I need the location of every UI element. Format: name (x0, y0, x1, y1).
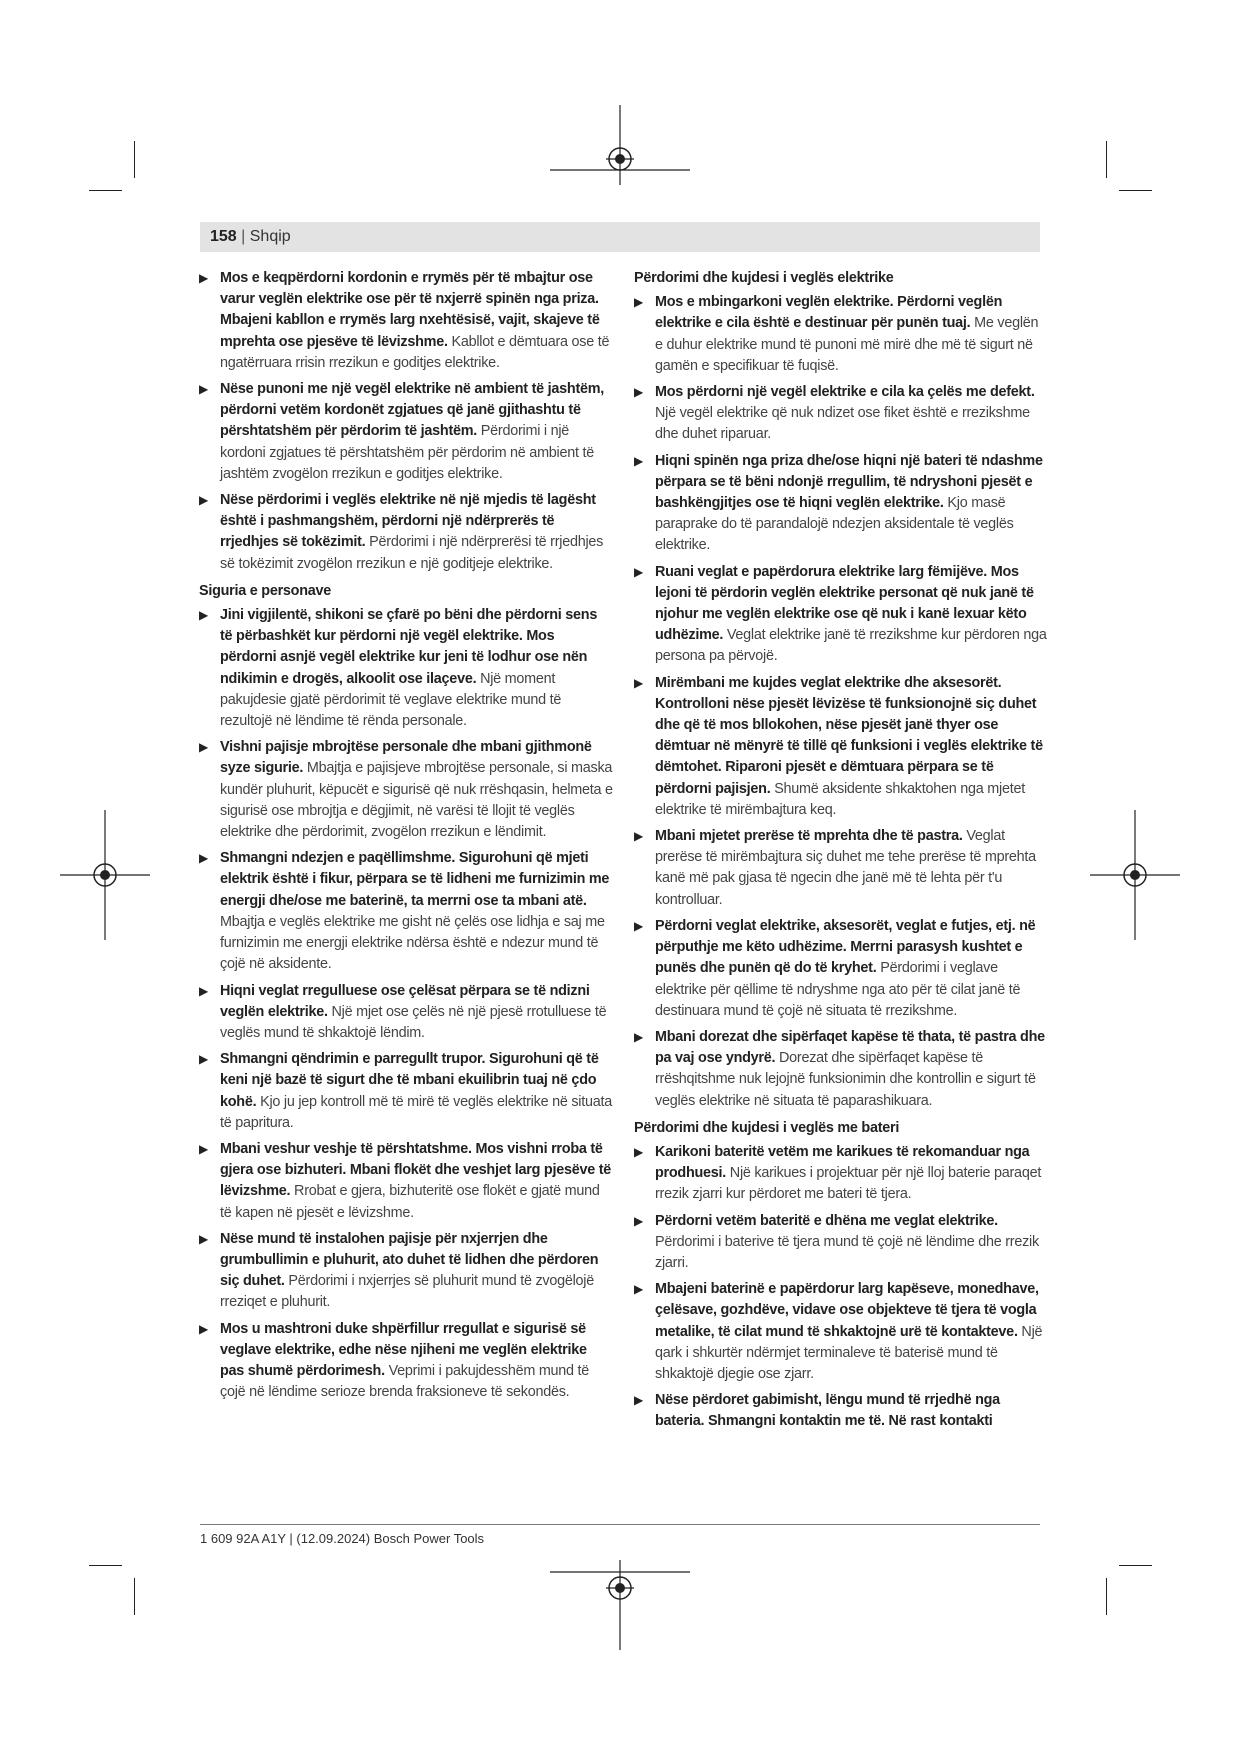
instruction-bold-text: Ruani veglat e papërdorura elektrike larg fëmijëve. Mos lejoni të përdorin veglën elektrike personat që nuk janë të njohur me veglën elektrike ose që nuk i kanë lexuar këto udhëzime. (655, 563, 1034, 644)
crop-mark (89, 1565, 122, 1566)
instruction-bold-text: Mbani dorezat dhe sipërfaqet kapëse të thata, të pastra dhe pa vaj ose yndyrë. (655, 1028, 1045, 1067)
triangle-bullet-icon: ▶ (199, 851, 208, 866)
registration-target-bottom (550, 1560, 690, 1650)
instruction-explanation-text: Me veglën e duhur elektrike mund të punoni më mirë dhe më të sigurt në gamën e specifikuar të fuqisë. (655, 315, 1039, 374)
right-items-b (634, 1142, 1048, 1433)
triangle-bullet-icon: ▶ (199, 740, 208, 755)
instruction-explanation-text: Një qark i shkurtër ndërmjet terminaleve të baterisë mund të shkaktojë djegie ose zjarr. (655, 1323, 1043, 1382)
crop-mark (134, 1578, 135, 1615)
safety-instruction-item (634, 451, 1048, 557)
instruction-explanation-text: Kjo ju jep kontroll më të mirë të veglës elektrike në situata të papritura. (220, 1093, 612, 1131)
instruction-explanation-text: Mbajtja e pajisjeve mbrojtëse personale, si maska kundër pluhurit, këpucët e sigurisë që nuk rrëshqasin, helmeta e sigurisë ose mbrojtja e dëgjimit, në varësi të llojit të veglës elektrike dhe përdorimit, zvogëlon rrezikun e lëndimit. (220, 760, 613, 841)
safety-instruction-item (634, 292, 1048, 377)
triangle-bullet-icon: ▶ (634, 1144, 643, 1159)
triangle-bullet-icon: ▶ (634, 295, 643, 310)
triangle-bullet-icon: ▶ (199, 493, 208, 508)
triangle-bullet-icon: ▶ (634, 453, 643, 468)
triangle-bullet-icon: ▶ (634, 385, 643, 400)
footer-text: 1 609 92A A1Y | (12.09.2024) Bosch Power Tools (200, 1531, 485, 1546)
triangle-bullet-icon: ▶ (634, 829, 643, 844)
safety-instruction-item (199, 1319, 613, 1404)
instruction-explanation-text: Përdorimi i baterive të tjera mund të çojë në lëndime dhe rrezik zjarri. (655, 1233, 1039, 1271)
instruction-bold-text: Mirëmbani me kujdes veglat elektrike dhe aksesorët. Kontrolloni nëse pjesët lëvizëse të funksionojnë siç duhet dhe që të mos bllokohen, nëse pjesët janë thyer ose dëmtuar në mënyrë të tillë që funksioni i veglës elektrike të dëmtohet. Riparoni pjesët e dëmtuara përpara se të përdorni pajisjen. (655, 674, 1043, 797)
triangle-bullet-icon: ▶ (199, 1231, 208, 1246)
section-title-power-tool-use: Përdorimi dhe kujdesi i veglës elektrike (634, 270, 894, 286)
triangle-bullet-icon: ▶ (199, 1321, 208, 1336)
triangle-bullet-icon: ▶ (634, 1393, 643, 1408)
triangle-bullet-icon: ▶ (634, 918, 643, 933)
triangle-bullet-icon: ▶ (199, 271, 208, 285)
instruction-bold-text: Përdorni vetëm bateritë e dhëna me veglat elektrike. (655, 1212, 998, 1229)
instruction-bold-text: Nëse përdoret gabimisht, lëngu mund të rrjedhë nga bateria. Shmangni kontaktin me të. Në rast kontakti (655, 1392, 1000, 1430)
triangle-bullet-icon: ▶ (199, 382, 208, 397)
safety-instruction-item (634, 562, 1048, 668)
instruction-explanation-text: Veprimi i pakujdesshëm mund të çojë në lëndime serioze brenda fraksioneve të sekondës. (220, 1362, 590, 1401)
triangle-bullet-icon: ▶ (634, 1282, 643, 1297)
instruction-bold-text: Shmangni ndezjen e paqëllimshme. Sigurohuni që mjeti elektrik është i fikur, përpara se të lidheni me furnizimin me energji dhe/ose me baterinë, ta merrni ose ta mbani atë. (220, 850, 610, 909)
instruction-bold-text: Nëse përdorimi i veglës elektrike në një mjedis të lagësht është i pashmangshëm, përdorni një ndërprerës të rrjedhjes së tokëzimit. (220, 492, 596, 551)
section-title-battery-tool-use: Përdorimi dhe kujdesi i veglës me bateri (634, 1119, 900, 1136)
triangle-bullet-icon: ▶ (199, 1141, 208, 1156)
instruction-bold-text: Vishni pajisje mbrojtëse personale dhe mbani gjithmonë syze sigurie. (220, 739, 592, 777)
safety-instruction-item (634, 1390, 1048, 1432)
instruction-bold-text: Shmangni qëndrimin e parregullt trupor. Sigurohuni që të keni një bazë të sigurt dhe të mbani ekuilibrin tuaj në çdo kohë. (220, 1051, 599, 1110)
safety-instruction-item (634, 916, 1048, 1022)
instruction-bold-text: Karikoni bateritë vetëm me karikues të rekomanduar nga prodhuesi. (655, 1143, 1030, 1182)
instruction-explanation-text: Veglat elektrike janë të rrezikshme kur përdoren nga persona pa përvojë. (655, 627, 1047, 665)
instruction-explanation-text: Përdorimi i një ndërprerësi të rrjedhjes së tokëzimit zvogëlon rrezikun e një goditjeje elektrike. (220, 534, 604, 572)
left-column (199, 268, 613, 1408)
instruction-bold-text: Mos përdorni një vegël elektrike e cila ka çelës me defekt. (655, 384, 1035, 401)
instruction-explanation-text: Kabllot e dëmtuara ose të ngatërruara rrisin rrezikun e goditjes elektrike. (220, 333, 610, 371)
triangle-bullet-icon: ▶ (634, 1213, 643, 1228)
left-items-a (199, 268, 613, 575)
instruction-bold-text: Mos u mashtroni duke shpërfillur rregullat e sigurisë së veglave elektrike, edhe nëse njiheni me veglën elektrike pas shumë përdorimesh. (220, 1320, 587, 1379)
safety-instruction-item (634, 382, 1048, 446)
section-title-personal-safety: Siguria e personave (199, 582, 332, 599)
safety-instruction-item (634, 1211, 1048, 1275)
safety-instruction-item (199, 848, 613, 975)
safety-instruction-item (199, 1049, 613, 1134)
instruction-bold-text: Jini vigjilentë, shikoni se çfarë po bëni dhe përdorni sens të përbashkët kur përdorni një vegël elektrike. Mos përdorni asnjë vegël elektrike kur jeni të lodhur ose nën ndikimin e drogës, alkoolit ose ilaçeve. (220, 607, 598, 687)
safety-instruction-item (199, 605, 613, 732)
registration-target-right (1090, 810, 1180, 940)
instruction-explanation-text: Veglat prerëse të mirëmbajtura siç duhet me tehe prerëse të mprehta kanë më pak gjasa të ngecin dhe janë më të lehta për t'u kontrolluar. (655, 828, 1036, 908)
triangle-bullet-icon: ▶ (199, 1052, 208, 1067)
registration-target-top (550, 105, 690, 205)
crop-mark (1106, 141, 1107, 178)
header-language: Shqip (249, 228, 291, 245)
safety-instruction-item (634, 1279, 1048, 1385)
instruction-bold-text: Mbajeni baterinë e papërdorur larg kapëseve, monedhave, çelësave, gozhdëve, vidave ose objekteve të tjera të vogla metalike, të cilat mund të shkaktojnë urë të kontakteve. (655, 1281, 1039, 1340)
left-items-b (199, 605, 613, 1403)
instruction-bold-text: Mos e mbingarkoni veglën elektrike. Përdorni veglën elektrike e cila është e destinuar për punën tuaj. (655, 294, 1003, 332)
instruction-bold-text: Nëse mund të instalohen pajisje për nxjerrjen dhe grumbullimin e pluhurit, ato duhet të lidhen dhe përdoren siç duhet. (220, 1230, 599, 1290)
crop-mark (1119, 1565, 1152, 1566)
instruction-explanation-text: Një karikues i projektuar për një lloj baterie paraqet rrezik zjarri kur përdoret me bateri të tjera. (655, 1165, 1042, 1203)
triangle-bullet-icon: ▶ (634, 675, 643, 690)
crop-mark (1106, 1578, 1107, 1615)
safety-instruction-item (199, 490, 613, 575)
header-bar (200, 222, 1040, 252)
right-items-a (634, 292, 1048, 1112)
crop-mark (134, 141, 135, 178)
instruction-bold-text: Mbani mjetet prerëse të mprehta dhe të pastra. (655, 828, 963, 845)
instruction-explanation-text: Përdorimi i veglave elektrike për qëllime të ndryshme nga ato për të cilat janë të destinuara mund të çojë në situata të rrezikshme. (655, 960, 1021, 1019)
crop-mark (89, 190, 122, 191)
right-column (634, 268, 1048, 1438)
instruction-explanation-text: Një moment pakujdesie gjatë përdorimit të veglave elektrike mund të rezultojë në lëndime të rënda personale. (220, 670, 562, 730)
instruction-bold-text: Hiqni veglat rregulluese ose çelësat përpara se të ndizni veglën elektrike. (220, 982, 590, 1020)
instruction-explanation-text: Përdorimi i një kordoni zgjatues të përshtatshëm për përdorim në ambient të jashtëm zvogëlon rrezikun e goditjes elektrike. (220, 423, 595, 482)
instruction-explanation-text: Rrobat e gjera, bizhuteritë ose flokët e gjatë mund të kapen në pjesët e lëvizshme. (220, 1183, 600, 1221)
safety-instruction-item (634, 1027, 1048, 1112)
footer-rule (200, 1524, 1040, 1525)
safety-instruction-item (199, 379, 613, 485)
safety-instruction-item (634, 826, 1048, 911)
instruction-explanation-text: Mbajtja e veglës elektrike me gisht në çelës ose lidhja e saj me furnizimin me energji elektrike ndërsa është e ndezur mund të çojë në aksidente. (220, 913, 605, 973)
page-header (210, 228, 291, 246)
instruction-bold-text: Mbani veshur veshje të përshtatshme. Mos vishni rroba të gjera ose bizhuteri. Mbani flokët dhe veshjet larg pjesëve të lëvizshme. (220, 1140, 612, 1200)
crop-mark (1119, 190, 1152, 191)
instruction-bold-text: Nëse punoni me një vegël elektrike në ambient të jashtëm, përdorni vetëm kordonët zgjatues që janë gjithashtu të përshtatshëm për përdorim të jashtëm. (220, 381, 605, 440)
instruction-bold-text: Mos e keqpërdorni kordonin e rrymës për të mbajtur ose varur veglën elektrike ose për të nxjerrë spinën nga priza. Mbajeni kabllon e rrymës larg nxehtësisë, vajit, skajeve të mprehta ose pjesëve të lëvizshme. (220, 270, 600, 350)
safety-instruction-item (634, 673, 1048, 821)
triangle-bullet-icon: ▶ (634, 1029, 643, 1044)
triangle-bullet-icon: ▶ (634, 564, 643, 579)
instruction-explanation-text: Përdorimi i nxjerrjes së pluhurit mund të zvogëlojë rreziqet e pluhurit. (220, 1273, 595, 1311)
instruction-bold-text: Përdorni veglat elektrike, aksesorët, veglat e futjes, etj. në përputhje me këto udhëzime. Merrni parasysh kushtet e punës dhe punën që do të kryhet. (655, 917, 1036, 977)
page-number: 158 (210, 228, 237, 245)
safety-instruction-item (199, 1229, 613, 1314)
instruction-explanation-text: Një mjet ose çelës në një pjesë rrotulluese të veglës mund të shkaktojë lëndim. (220, 1003, 607, 1041)
safety-instruction-item (199, 981, 613, 1045)
instruction-explanation-text: Shumë aksidente shkaktohen nga mjetet elektrike të mirëmbajtura keq. (655, 780, 1025, 818)
instruction-explanation-text: Një vegël elektrike që nuk ndizet ose fiket është e rrezikshme dhe duhet riparuar. (655, 405, 1030, 443)
safety-instruction-item (634, 1142, 1048, 1206)
safety-instruction-item (199, 1139, 613, 1224)
triangle-bullet-icon: ▶ (199, 608, 208, 623)
header-separator: | (236, 228, 250, 245)
safety-instruction-item (199, 268, 613, 374)
safety-instruction-item (199, 737, 613, 843)
triangle-bullet-icon: ▶ (199, 983, 208, 998)
instruction-bold-text: Hiqni spinën nga priza dhe/ose hiqni një bateri të ndashme përpara se të bëni ndonjë rregullim, të ndryshoni pjesët e bashkëngjitjes ose të hiqni veglën elektrike. (655, 452, 1043, 512)
instruction-explanation-text: Kjo masë paraprake do të parandalojë ndezjen aksidentale të veglës elektrike. (655, 495, 1014, 554)
instruction-explanation-text: Dorezat dhe sipërfaqet kapëse të rrëshqitshme nuk lejojnë funksionimin dhe kontrollin e sigurt të veglës elektrike në situata të paparashikuara. (655, 1050, 1036, 1109)
registration-target-left (60, 810, 150, 940)
